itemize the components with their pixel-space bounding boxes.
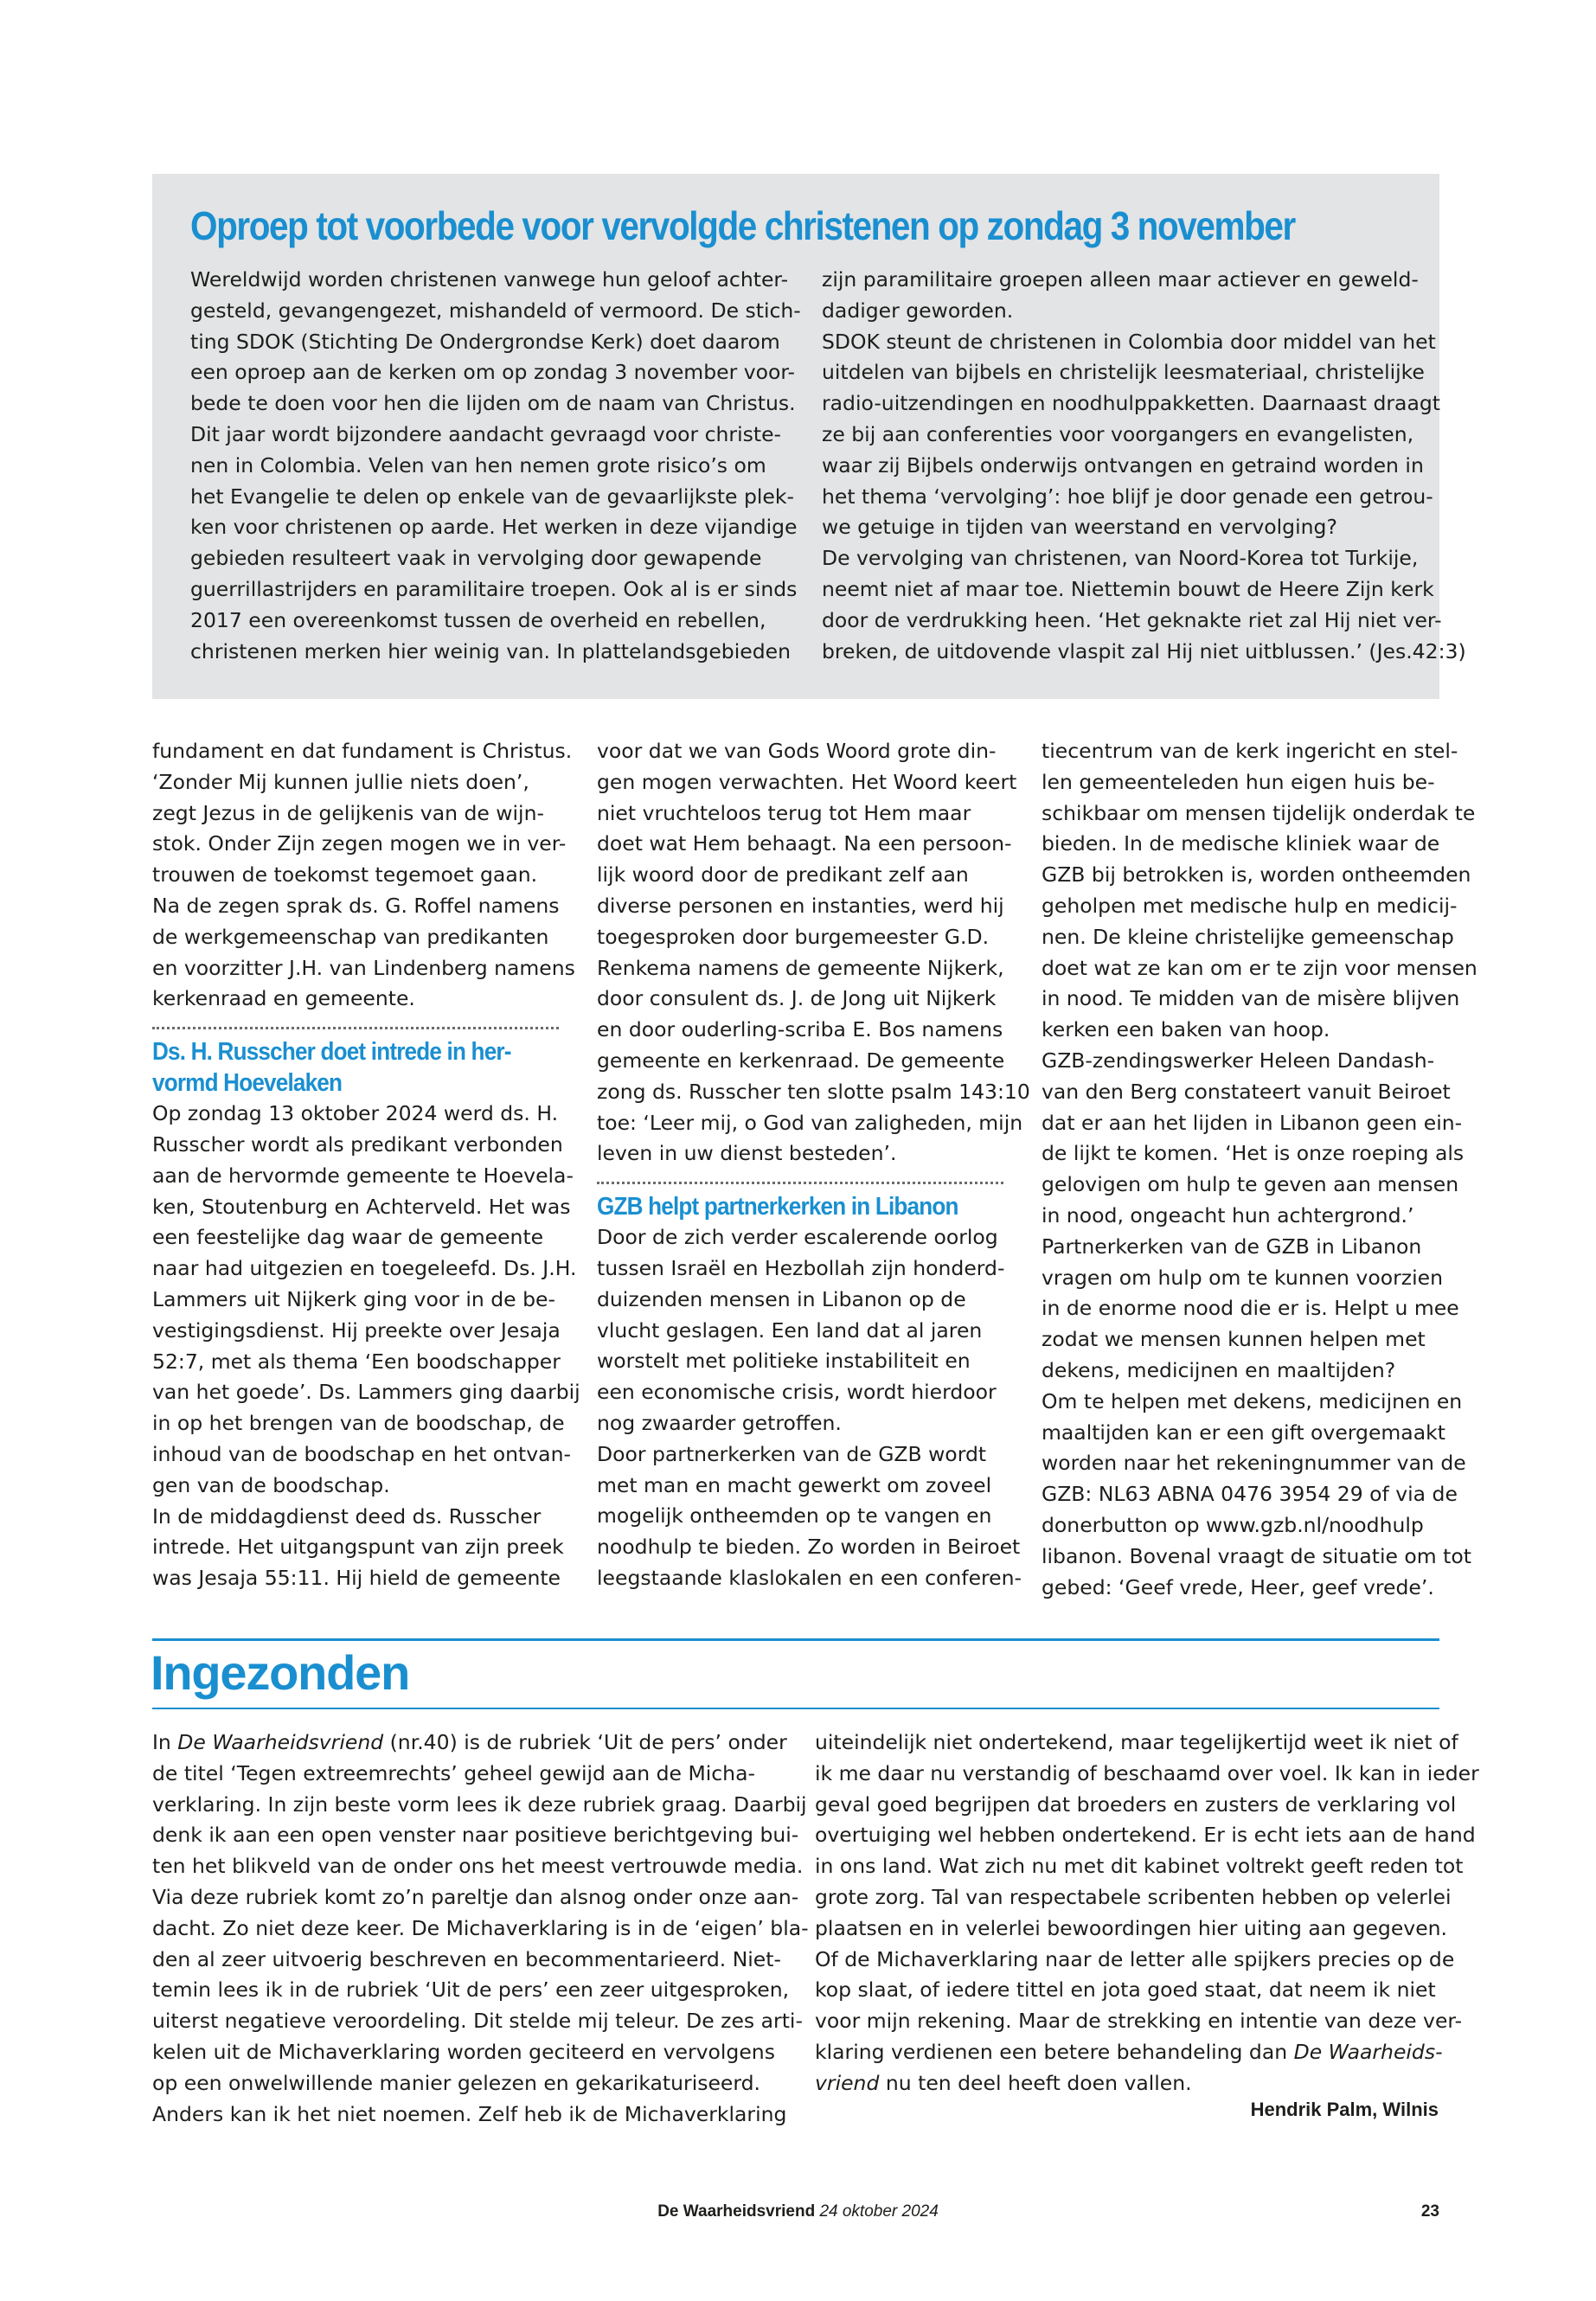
text-line: worden naar het rekeningnummer van de [1042, 1451, 1466, 1476]
text-line: bieden. In de medische kliniek waar de [1042, 831, 1440, 856]
text-line: 2017 een overeenkomst tussen de overheid en rebellen, [190, 607, 766, 632]
text-line: aan de hervormde gemeente te Hoevela- [152, 1163, 574, 1188]
text-line: noodhulp te bieden. Zo worden in Beiroet [597, 1535, 1021, 1560]
text-line: ‘Zonder Mij kunnen jullie niets doen’, [152, 769, 529, 794]
text-line: gemeente en kerkenraad. De gemeente [597, 1048, 1005, 1073]
text-line: in de enorme nood die er is. Helpt u mee [1042, 1296, 1459, 1321]
ingezonden-title: Ingezonden [151, 1645, 410, 1700]
text-line: kop slaat, of iedere tittel en jota goed staat, dat neem ik niet [815, 1977, 1436, 2003]
text-line: uiterst negatieve veroordeling. Dit stelde mij teleur. De zes arti- [152, 2009, 803, 2034]
text-line: GZB: NL63 ABNA 0476 3954 29 of via de [1042, 1482, 1458, 1507]
text-line: denk ik aan een open venster naar positieve berichtgeving bui- [152, 1823, 799, 1848]
gzb-article-continued [1042, 736, 1477, 1603]
text-line: De vervolging van christenen, van Noord-Korea tot Turkije, [822, 546, 1419, 571]
russcher-article-title [152, 1036, 567, 1099]
text-line: libanon. Bovenal vraagt de situatie om tot [1042, 1543, 1471, 1568]
text-line: naar had uitgezien en toegeleefd. Ds. J.H. [152, 1256, 577, 1281]
callout-column-2 [822, 265, 1466, 667]
section-rule-top [152, 1638, 1439, 1641]
text-line: in nood, ongeacht hun achtergrond.’ [1042, 1202, 1414, 1227]
page-footer [0, 2202, 1596, 2221]
text-line: GZB bij betrokken is, worden ontheemden [1042, 862, 1471, 888]
article-column-1 [152, 736, 580, 1594]
text-line: bede te doen voor hen die lijden om de naam van Christus. [190, 391, 796, 416]
text-line: donerbutton op www.gzb.nl/noodhulp [1042, 1512, 1424, 1537]
text-line: gelovigen om hulp te geven aan mensen [1042, 1172, 1459, 1197]
text-line: len gemeenteleden hun eigen huis be- [1042, 769, 1435, 794]
text-line: uiteindelijk niet ondertekend, maar tegelijkertijd weet ik niet of [815, 1730, 1458, 1754]
text-line: Na de zegen sprak ds. G. Roffel namens [152, 893, 560, 918]
text-line: nog zwaarder getroffen. [597, 1410, 842, 1435]
text-line: Ds. H. Russcher doet intrede in her- [152, 1038, 511, 1067]
ingezonden-body-1 [152, 1759, 809, 2131]
footer-date: 24 oktober 2024 [819, 2202, 939, 2221]
text-line: 52:7, met als thema ‘Een boodschapper [152, 1349, 561, 1374]
text-line: dat er aan het lijden in Libanon geen ein- [1042, 1110, 1463, 1135]
text-line: het Evangelie te delen op enkele van de gevaarlijkste plek- [190, 484, 794, 509]
text-line: de titel ‘Tegen extreemrechts’ geheel gewijd aan de Micha- [152, 1760, 755, 1785]
text-line: Om te helpen met dekens, medicijnen en [1042, 1388, 1463, 1413]
publication-name: vriend [815, 2070, 880, 2095]
text-line: ken voor christenen op aarde. Het werken in deze vijandige [190, 515, 798, 540]
text-line: Russcher wordt als predikant verbonden [152, 1131, 563, 1157]
article-column-2 [597, 736, 1030, 1594]
text-line: met man en macht gewerkt om zoveel [597, 1472, 992, 1497]
callout-title: Oproep tot voorbede voor vervolgde christenen op zondag 3 november [190, 203, 1295, 248]
text-line: Op zondag 13 oktober 2024 werd ds. H. [152, 1101, 559, 1126]
text-line: neemt niet af maar toe. Niettemin bouwt de Heere Zijn kerk [822, 576, 1434, 601]
text-line: voor dat we van Gods Woord grote din- [597, 739, 997, 763]
text-line: fundament en dat fundament is Christus. [152, 739, 573, 763]
text-line: worstelt met politieke instabiliteit en [597, 1349, 971, 1374]
text-line: verklaring. In zijn beste vorm lees ik deze rubriek graag. Daarbij [152, 1791, 807, 1817]
text-line: ten het blikveld van de onder ons het meest vertrouwde media. [152, 1854, 804, 1879]
text-line: doet wat ze kan om er te zijn voor mensen [1042, 955, 1477, 980]
text-line: en voorzitter J.H. van Lindenberg namens [152, 955, 575, 980]
text-line: Door de zich verder escalerende oorlog [597, 1225, 998, 1250]
ingezonden-line-11 [815, 2037, 1446, 2068]
text-line: trouwen de toekomst tegemoet gaan. [152, 862, 538, 888]
text-line: een oproep aan de kerken om op zondag 3 november voor- [190, 360, 796, 385]
text-line: mogelijk ontheemden op te vangen en [597, 1503, 992, 1529]
text-line: Lammers uit Nijkerk ging voor in de be- [152, 1286, 555, 1311]
text-line: ze bij aan conferenties voor voorgangers en evangelisten, [822, 421, 1414, 446]
text-line: vestigingsdienst. Hij preekte over Jesaja [152, 1317, 561, 1343]
text-line: Partnerkerken van de GZB in Libanon [1042, 1234, 1422, 1259]
text-line: nen in Colombia. Velen van hen nemen grote risico’s om [190, 452, 766, 478]
signature: Hendrik Palm, Wilnis [1250, 2099, 1439, 2120]
publication-name: De Waarheids- [1293, 2039, 1443, 2064]
text-line: op een onwelwillende manier gelezen en gekarikaturiseerd. [152, 2070, 761, 2095]
article-divider [152, 1027, 559, 1029]
text-line: zong ds. Russcher ten slotte psalm 143:10 [597, 1079, 1030, 1104]
text-line: dacht. Zo niet deze keer. De Michaverklaring is in de ‘eigen’ bla- [152, 1915, 809, 1940]
ingezonden-line-12 [815, 2068, 1446, 2099]
text-line: zegt Jezus in de gelijkenis van de wijn- [152, 800, 544, 825]
text-line: geholpen met medische hulp en medicij- [1042, 893, 1458, 918]
text-line: ting SDOK (Stichting De Ondergrondse Kerk) doet daarom [190, 329, 780, 354]
text-line: tussen Israël en Hezbollah zijn honderd- [597, 1255, 1005, 1280]
text-line: gesteld, gevangengezet, mishandeld of vermoord. De stich- [190, 298, 801, 323]
text-line: geval goed begrijpen dat broeders en zusters de verklaring vol [815, 1791, 1457, 1817]
text-line: de lijkt te komen. ‘Het is onze roeping als [1042, 1141, 1465, 1166]
footer-publication: De Waarheidsvriend [657, 2202, 816, 2221]
gzb-article-body [597, 1222, 1022, 1594]
text-line: overtuiging wel hebben ondertekend. Er is echt iets aan de hand [815, 1823, 1476, 1848]
article-column-3 [1042, 736, 1477, 1603]
text-line: een economische crisis, wordt hierdoor [597, 1380, 997, 1405]
text-line: zodat we mensen kunnen helpen met [1042, 1327, 1426, 1352]
text-line: gebed: ‘Geef vrede, Heer, geef vrede’. [1042, 1574, 1434, 1599]
ingezonden-column-2 [815, 1727, 1479, 2099]
text-line: inhoud van de boodschap en het ontvan- [152, 1441, 571, 1466]
text-line: diverse personen en instanties, werd hij [597, 893, 1004, 918]
text-line: lijk woord door de predikant zelf aan [597, 862, 969, 888]
text-line: gen van de boodschap. [152, 1472, 390, 1497]
text-run: klaring verdienen een betere behandeling dan [815, 2039, 1294, 2064]
text-line: in nood. Te midden van de misère blijven [1042, 986, 1460, 1011]
text-line: kerken een baken van hoop. [1042, 1017, 1330, 1042]
text-line: den al zeer uitvoerig beschreven en becommentarieerd. Niet- [152, 1946, 781, 1971]
text-line: en door ouderling-scriba E. Bos namens [597, 1017, 1003, 1042]
text-line: het thema ‘vervolging’: hoe blijf je door genade een getrou- [822, 484, 1433, 509]
text-line: Via deze rubriek komt zo’n pareltje dan alsnog onder onze aan- [152, 1884, 799, 1909]
text-line: in op het brengen van de boodschap, de [152, 1411, 565, 1436]
text-run: In [152, 1730, 178, 1754]
text-line: was Jesaja 55:11. Hij hield de gemeente [152, 1566, 561, 1591]
text-line: Door partnerkerken van de GZB wordt [597, 1441, 987, 1466]
text-line: waar zij Bijbels onderwijs ontvangen en getraind worden in [822, 452, 1424, 478]
ingezonden-first-line [152, 1727, 787, 1759]
text-line: guerrillastrijders en paramilitaire troepen. Ook al is er sinds [190, 576, 798, 601]
text-line: ik me daar nu verstandig of beschaamd over voel. Ik kan in ieder [815, 1760, 1479, 1785]
text-line: plaatsen en in velerlei bewoordingen hier uiting aan gegeven. [815, 1915, 1448, 1940]
text-line: temin lees ik in de rubriek ‘Uit de pers’ een zeer uitgesproken, [152, 1977, 790, 2003]
text-line: van het goede’. Ds. Lammers ging daarbij [152, 1380, 580, 1405]
text-line: toegesproken door burgemeester G.D. [597, 924, 990, 949]
text-line: dadiger geworden. [822, 298, 1014, 323]
ingezonden-body-2 [815, 1727, 1479, 2037]
text-line: breken, de uitdovende vlaspit zal Hij niet uitblussen.’ (Jes.42:3) [822, 638, 1466, 663]
text-line: ken, Stoutenburg en Achterveld. Het was [152, 1194, 571, 1219]
text-line: Dit jaar wordt bijzondere aandacht gevraagd voor christe- [190, 421, 782, 446]
text-line: Of de Michaverklaring naar de letter alle spijkers precies op de [815, 1946, 1455, 1971]
text-line: vragen om hulp om te kunnen voorzien [1042, 1265, 1443, 1290]
text-line: dekens, medicijnen en maaltijden? [1042, 1357, 1396, 1382]
text-line: gen mogen verwachten. Het Woord keert [597, 769, 1017, 794]
text-line: nen. De kleine christelijke gemeenschap [1042, 924, 1454, 949]
text-line: door de verdrukking heen. ‘Het geknakte riet zal Hij niet ver- [822, 607, 1442, 632]
text-run: (nr.40) is de rubriek ‘Uit de pers’ onder [383, 1730, 787, 1754]
text-line: GZB-zendingswerker Heleen Dandash- [1042, 1048, 1435, 1073]
text-line: de werkgemeenschap van predikanten [152, 924, 549, 949]
page-number: 23 [1420, 2202, 1439, 2221]
text-line: vlucht geslagen. Een land dat al jaren [597, 1317, 983, 1343]
article-divider [597, 1182, 1003, 1184]
text-line: kerkenraad en gemeente. [152, 986, 415, 1011]
text-line: van den Berg constateert vanuit Beiroet [1042, 1079, 1451, 1104]
russcher-article-continued [597, 736, 1030, 1170]
text-line: schikbaar om mensen tijdelijk onderdak te [1042, 800, 1476, 825]
text-line: christenen merken hier weinig van. In plattelandsgebieden [190, 638, 791, 663]
callout-box [152, 174, 1466, 699]
text-line: niet vruchteloos terug tot Hem maar [597, 800, 971, 825]
text-line: maaltijden kan er een gift overgemaakt [1042, 1420, 1445, 1445]
text-line: in ons land. Wat zich nu met dit kabinet voltrekt geeft reden tot [815, 1854, 1464, 1879]
ingezonden-column-1 [152, 1727, 809, 2130]
text-line: leegstaande klaslokalen en een conferen- [597, 1565, 1022, 1590]
text-line: duizenden mensen in Libanon op de [597, 1286, 966, 1311]
text-line: Wereldwijd worden christenen vanwege hun geloof achter- [190, 267, 789, 292]
text-line: stok. Onder Zijn zegen mogen we in ver- [152, 831, 567, 856]
text-line: intrede. Het uitgangspunt van zijn preek [152, 1535, 564, 1560]
text-line: uitdelen van bijbels en christelijk leesmateriaal, christelijke [822, 360, 1425, 385]
text-line: kelen uit de Michaverklaring worden geciteerd en vervolgens [152, 2039, 775, 2064]
russcher-article-body [152, 1099, 580, 1594]
text-line: een feestelijke dag waar de gemeente [152, 1225, 544, 1250]
text-line: grote zorg. Tal van respectabele scribenten hebben op velerlei [815, 1884, 1452, 1909]
text-line: voor mijn rekening. Maar de strekking en intentie van deze ver- [815, 2009, 1463, 2034]
text-line: Anders kan ik het niet noemen. Zelf heb ik de Michaverklaring [152, 2101, 787, 2126]
text-line: SDOK steunt de christenen in Colombia door middel van het [822, 329, 1436, 354]
text-line: gebieden resulteert vaak in vervolging door gewapende [190, 546, 762, 571]
publication-name: De Waarheidsvriend [177, 1730, 384, 1754]
section-rule-bottom [152, 1708, 1439, 1709]
text-line: In de middagdienst deed ds. Russcher [152, 1503, 542, 1529]
callout-column-1 [190, 265, 801, 667]
text-line: radio-uitzendingen en noodhulppakketten. Daarnaast draagt [822, 391, 1440, 416]
gzb-article-title: GZB helpt partnerkerken in Libanon [597, 1193, 958, 1221]
text-line: toe: ‘Leer mij, o God van zaligheden, mijn [597, 1110, 1023, 1135]
text-line: leven in uw dienst besteden’. [597, 1141, 897, 1166]
text-line: door consulent ds. J. de Jong uit Nijkerk [597, 986, 997, 1011]
text-line: we getuige in tijden van weerstand en vervolging? [822, 515, 1337, 540]
text-line: tiecentrum van de kerk ingericht en stel- [1042, 739, 1458, 763]
text-line: zijn paramilitaire groepen alleen maar actiever en geweld- [822, 267, 1419, 292]
roffel-article-end [152, 736, 575, 1015]
text-line: Renkema namens de gemeente Nijkerk, [597, 955, 1004, 980]
text-line: doet wat Hem behaagt. Na een persoon- [597, 831, 1012, 856]
text-line: vormd Hoevelaken [152, 1069, 343, 1098]
text-run: nu ten deel heeft doen vallen. [879, 2070, 1192, 2095]
